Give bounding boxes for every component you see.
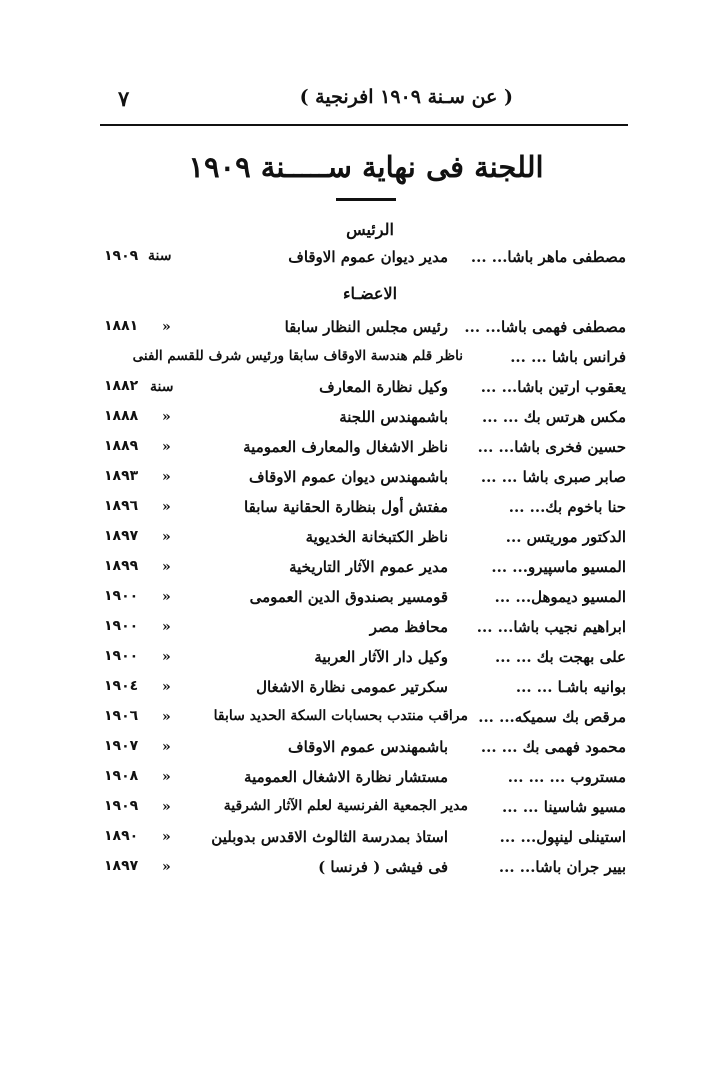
member-year: ١٩٠٠ bbox=[104, 648, 139, 664]
member-row bbox=[100, 644, 628, 674]
ditto-mark: « bbox=[162, 469, 171, 485]
member-row bbox=[100, 554, 628, 584]
member-role: وكيل نظارة المعارف bbox=[319, 378, 448, 396]
member-row bbox=[100, 374, 628, 404]
member-year: ١٩٠٤ bbox=[104, 678, 139, 694]
member-row bbox=[100, 314, 628, 344]
member-year: ١٩٠٠ bbox=[104, 588, 139, 604]
member-year: ١٨٩٧ bbox=[104, 858, 139, 874]
member-role: محافظ مصر bbox=[369, 618, 448, 636]
member-row bbox=[100, 464, 628, 494]
member-row bbox=[100, 734, 628, 764]
ditto-mark: سنة bbox=[150, 379, 174, 395]
member-row bbox=[100, 404, 628, 434]
member-role: باشمهندس اللجنة bbox=[339, 408, 448, 426]
member-row bbox=[100, 584, 628, 614]
member-row bbox=[100, 434, 628, 464]
member-year: ١٨٨٢ bbox=[104, 378, 139, 394]
member-role: مدير عموم الآثار التاريخية bbox=[289, 558, 448, 576]
member-name: بيير جران باشا... ... bbox=[498, 858, 626, 876]
member-name: المسيو ماسپيرو... ... bbox=[491, 558, 626, 576]
ditto-mark: « bbox=[162, 769, 171, 785]
ditto-mark: « bbox=[162, 799, 171, 815]
member-name: مستروب ... ... ... bbox=[507, 768, 626, 786]
member-role: مدير الجمعية الفرنسية لعلم الآثار الشرقية bbox=[223, 798, 468, 814]
member-year: ١٩٠٠ bbox=[104, 618, 139, 634]
member-year: ١٩٠٩ bbox=[104, 248, 139, 264]
member-name: حنا باخوم بك... ... bbox=[508, 498, 626, 516]
ditto-mark: « bbox=[162, 439, 171, 455]
member-year: ١٨٩٠ bbox=[104, 828, 139, 844]
ditto-mark: « bbox=[162, 589, 171, 605]
member-role: رئيس مجلس النظار سابقا bbox=[284, 318, 448, 336]
member-row bbox=[100, 614, 628, 644]
member-role: باشمهندس ديوان عموم الاوقاف bbox=[249, 468, 448, 486]
member-role: ناظر قلم هندسة الاوقاف سابقا ورئيس شرف للقسم الفنى bbox=[132, 348, 463, 364]
member-name: الدكتور موريتس ... bbox=[505, 528, 626, 546]
member-row bbox=[100, 524, 628, 554]
members-list bbox=[100, 314, 628, 884]
member-row bbox=[100, 794, 628, 824]
committee-list bbox=[100, 244, 628, 274]
member-role: سكرتير عمومى نظارة الاشغال bbox=[256, 678, 448, 696]
member-name: مصطفى فهمى باشا... ... bbox=[464, 318, 626, 336]
member-row bbox=[100, 824, 628, 854]
member-row bbox=[100, 344, 628, 374]
ditto-mark: « bbox=[162, 319, 171, 335]
president-heading: الرئيس bbox=[346, 220, 394, 239]
member-row bbox=[100, 494, 628, 524]
ditto-mark: « bbox=[162, 409, 171, 425]
member-year: ١٨٩٦ bbox=[104, 498, 139, 514]
member-role: فى فيشى ( فرنسا ) bbox=[318, 858, 448, 876]
ditto-mark: « bbox=[162, 679, 171, 695]
running-title: ( عن سـنة ١٩٠٩ افرنجية ) bbox=[299, 86, 513, 108]
member-role: ناظر الكتبخانة الخديوية bbox=[305, 528, 448, 546]
member-role: وكيل دار الآثار العربية bbox=[314, 648, 448, 666]
member-role: مدير ديوان عموم الاوقاف bbox=[288, 248, 448, 266]
ditto-mark: « bbox=[162, 829, 171, 845]
member-year: ١٨٩٩ bbox=[104, 558, 139, 574]
member-year: ١٩٠٦ bbox=[104, 708, 139, 724]
member-role: مستشار نظارة الاشغال العمومية bbox=[244, 768, 448, 786]
ditto-mark: « bbox=[162, 709, 171, 725]
member-year: ١٨٩٧ bbox=[104, 528, 139, 544]
member-year: ١٩٠٩ bbox=[104, 798, 139, 814]
member-name: حسين فخرى باشا... ... bbox=[477, 438, 626, 456]
member-name: مصطفى ماهر باشا... ... bbox=[470, 248, 626, 266]
member-role: باشمهندس عموم الاوقاف bbox=[288, 738, 448, 756]
ditto-mark: « bbox=[162, 739, 171, 755]
member-role: استاذ بمدرسة الثالوث الاقدس بدوبلين bbox=[211, 828, 448, 846]
member-year: ١٨٩٣ bbox=[104, 468, 139, 484]
year-label: سنة bbox=[148, 248, 172, 264]
member-role: ناظر الاشغال والمعارف العمومية bbox=[243, 438, 448, 456]
member-name: استينلى لينپول... ... bbox=[499, 828, 626, 846]
member-year: ١٩٠٨ bbox=[104, 768, 139, 784]
ditto-mark: « bbox=[162, 559, 171, 575]
ditto-mark: « bbox=[162, 619, 171, 635]
member-row bbox=[100, 764, 628, 794]
ditto-mark: « bbox=[162, 649, 171, 665]
member-row bbox=[100, 704, 628, 734]
ditto-mark: « bbox=[162, 859, 171, 875]
member-name: المسيو ديموهل... ... bbox=[494, 588, 626, 606]
president-row bbox=[100, 244, 628, 274]
ditto-mark: « bbox=[162, 529, 171, 545]
member-name: يعقوب ارتين باشا... ... bbox=[480, 378, 626, 396]
member-year: ١٩٠٧ bbox=[104, 738, 139, 754]
member-name: محمود فهمى بك ... ... bbox=[480, 738, 626, 756]
member-year: ١٨٨٨ bbox=[104, 408, 139, 424]
title-divider bbox=[336, 198, 396, 201]
member-name: فرانس باشا ... ... bbox=[510, 348, 626, 366]
member-role: قومسير بصندوق الدين العمومى bbox=[249, 588, 448, 606]
page-title: اللجنة فى نهاية ســـــنة ١٩٠٩ bbox=[188, 150, 544, 184]
member-name: ابراهيم نجيب باشا... ... bbox=[476, 618, 626, 636]
member-row bbox=[100, 854, 628, 884]
member-role: مراقب منتدب بحسابات السكة الحديد سابقا bbox=[213, 708, 468, 724]
page-number: ٧ bbox=[118, 86, 130, 111]
member-role: مفتش أول بنظارة الحقانية سابقا bbox=[244, 498, 448, 516]
members-heading: الاعضـاء bbox=[342, 284, 398, 303]
member-year: ١٨٨١ bbox=[104, 318, 139, 334]
member-name: مكس هرتس بك ... ... bbox=[482, 408, 626, 426]
member-name: مسيو شاسينا ... ... bbox=[501, 798, 626, 816]
ditto-mark: « bbox=[162, 499, 171, 515]
member-year: ١٨٨٩ bbox=[104, 438, 139, 454]
member-name: مرقص بك سميكه... ... bbox=[478, 708, 626, 726]
page-header bbox=[100, 84, 628, 126]
member-name: صابر صبرى باشا ... ... bbox=[480, 468, 626, 486]
member-name: بوانيه باشـا ... ... bbox=[515, 678, 626, 696]
member-name: على بهجت بك ... ... bbox=[495, 648, 626, 666]
member-row bbox=[100, 674, 628, 704]
